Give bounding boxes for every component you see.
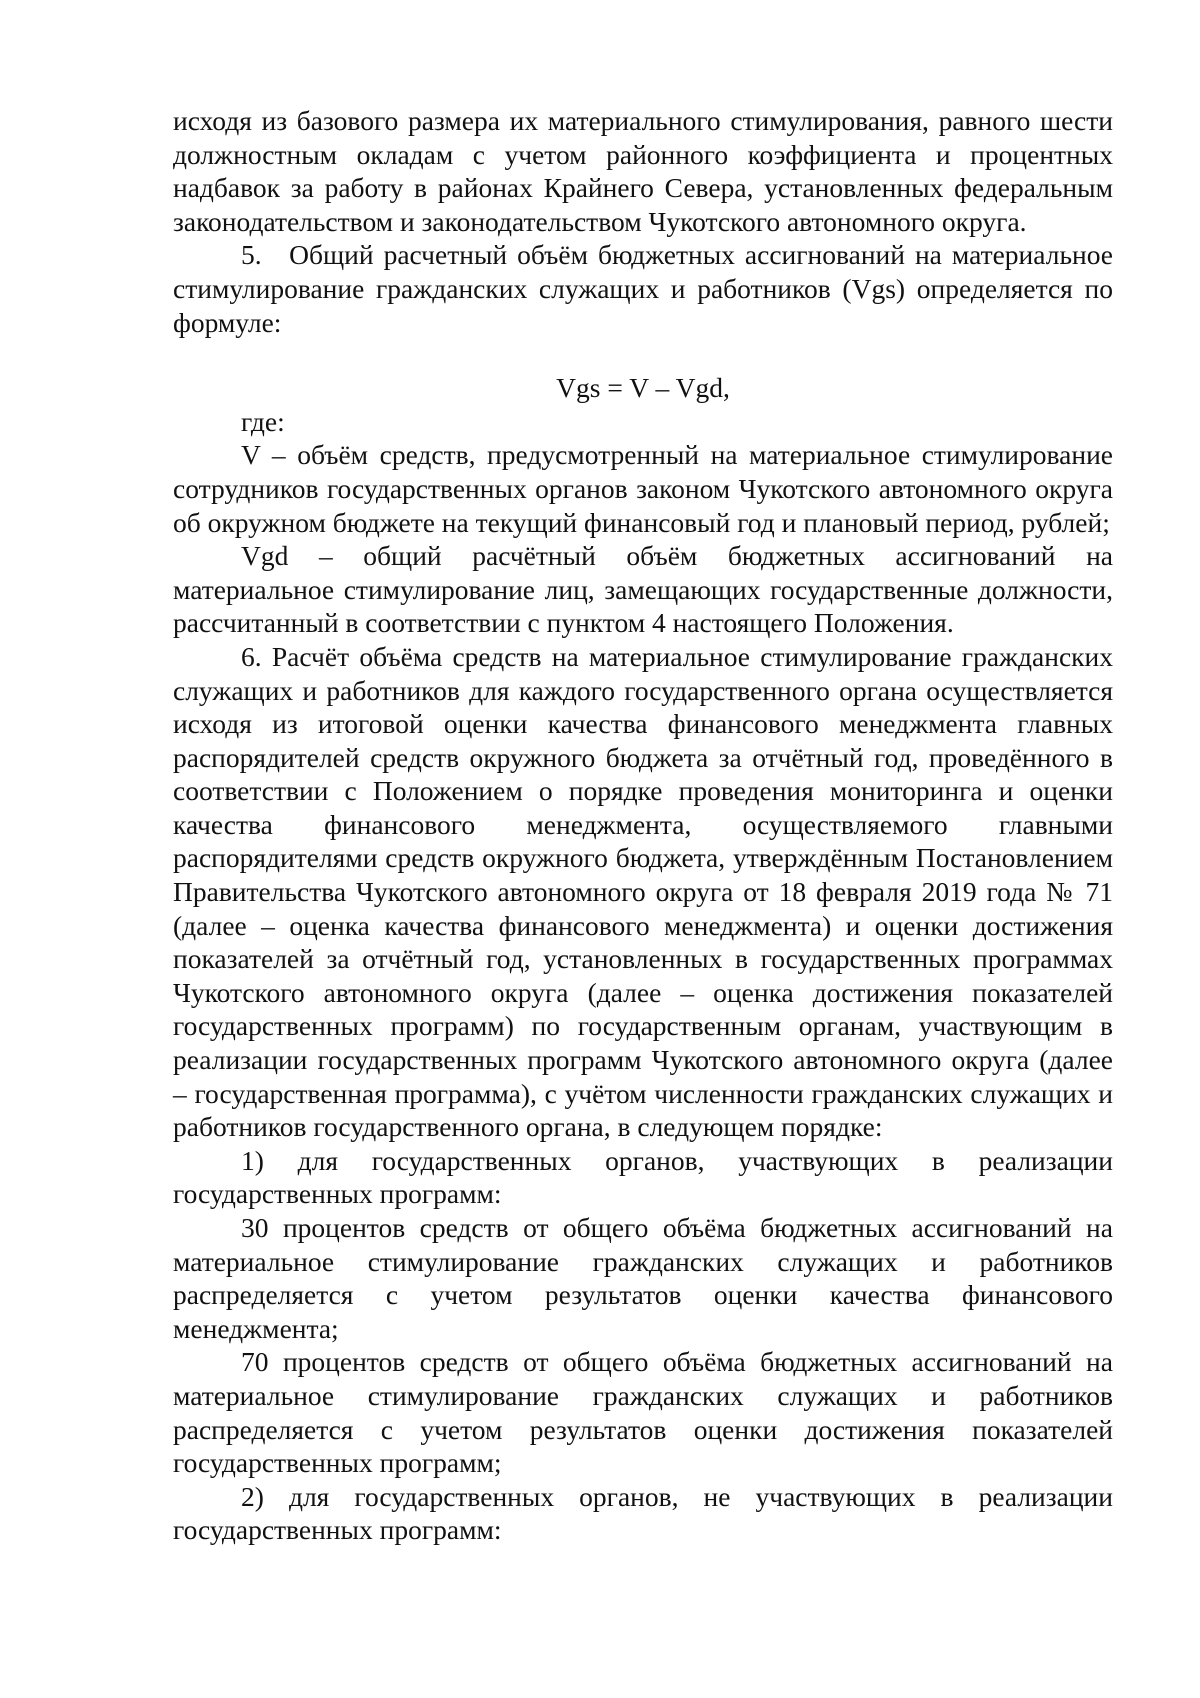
paragraph-6: 6. Расчёт объёма средств на материальное стимулирование гражданских служащих и работников для каждого государственного органа осуществляется исходя из итоговой оценки качества финансового менеджмента главных распорядителей средств окружного бюджета за отчётный год, проведённого в соответствии с Положением о порядке проведения мониторинга и оценки качества финансового менеджмента, осуществляемого главными распорядителями средств окружного бюджета, утверждённым Постановлением Правительства Чукотского автономного округа от 18 февраля 2019 года № 71 (далее – оценка качества финансового менеджмента) и оценки достижения показателей за отчётный год, установленных в государственных программах Чукотского автономного округа (далее – оценка достижения показателей государственных программ) по государственным органам, участвующим в реализации государственных программ Чукотского автономного округа (далее – государственная программа), с учётом численности гражданских служащих и работников государственного органа, в следующем порядке: <box>173 640 1113 1143</box>
paragraph-30-percent: 30 процентов средств от общего объёма бюджетных ассигнований на материальное стимулирование гражданских служащих и работников распределяется с учетом результатов оценки качества финансового менеджмента; <box>173 1212 1113 1344</box>
paragraph-70-percent: 70 процентов средств от общего объёма бюджетных ассигнований на материальное стимулирование гражданских служащих и работников распределяется с учетом результатов оценки достижения показателей государственных программ; <box>173 1346 1113 1479</box>
definition-v: V – объём средств, предусмотренный на материальное стимулирование сотрудников государственных органов законом Чукотского автономного округа об окружном бюджете на текущий финансовый год и плановый период, рублей; <box>173 439 1113 538</box>
list-item-2: 2) для государственных органов, не участвующих в реализации государственных программ: <box>173 1480 1113 1546</box>
paragraph-5: 5. Общий расчетный объём бюджетных ассигнований на материальное стимулирование гражданских служащих и работников (Vgs) определяется по формуле: <box>173 239 1113 338</box>
where-label: где: <box>241 405 285 437</box>
formula-vgs: Vgs = V – Vgd, <box>556 372 730 404</box>
document-page <box>173 104 1113 1547</box>
paragraph-intro-continuation: исходя из базового размера их материального стимулирования, равного шести должностным окладам с учетом районного коэффициента и процентных надбавок за работу в районах Крайнего Севера, установленных федеральным законодательством и законодательством Чукотского автономного округа. <box>173 105 1113 237</box>
definition-vgd: Vgd – общий расчётный объём бюджетных ассигнований на материальное стимулирование лиц, замещающих государственные должности, рассчитанный в соответствии с пунктом 4 настоящего Положения. <box>173 540 1113 639</box>
list-item-1: 1) для государственных органов, участвующих в реализации государственных программ: <box>173 1144 1113 1210</box>
